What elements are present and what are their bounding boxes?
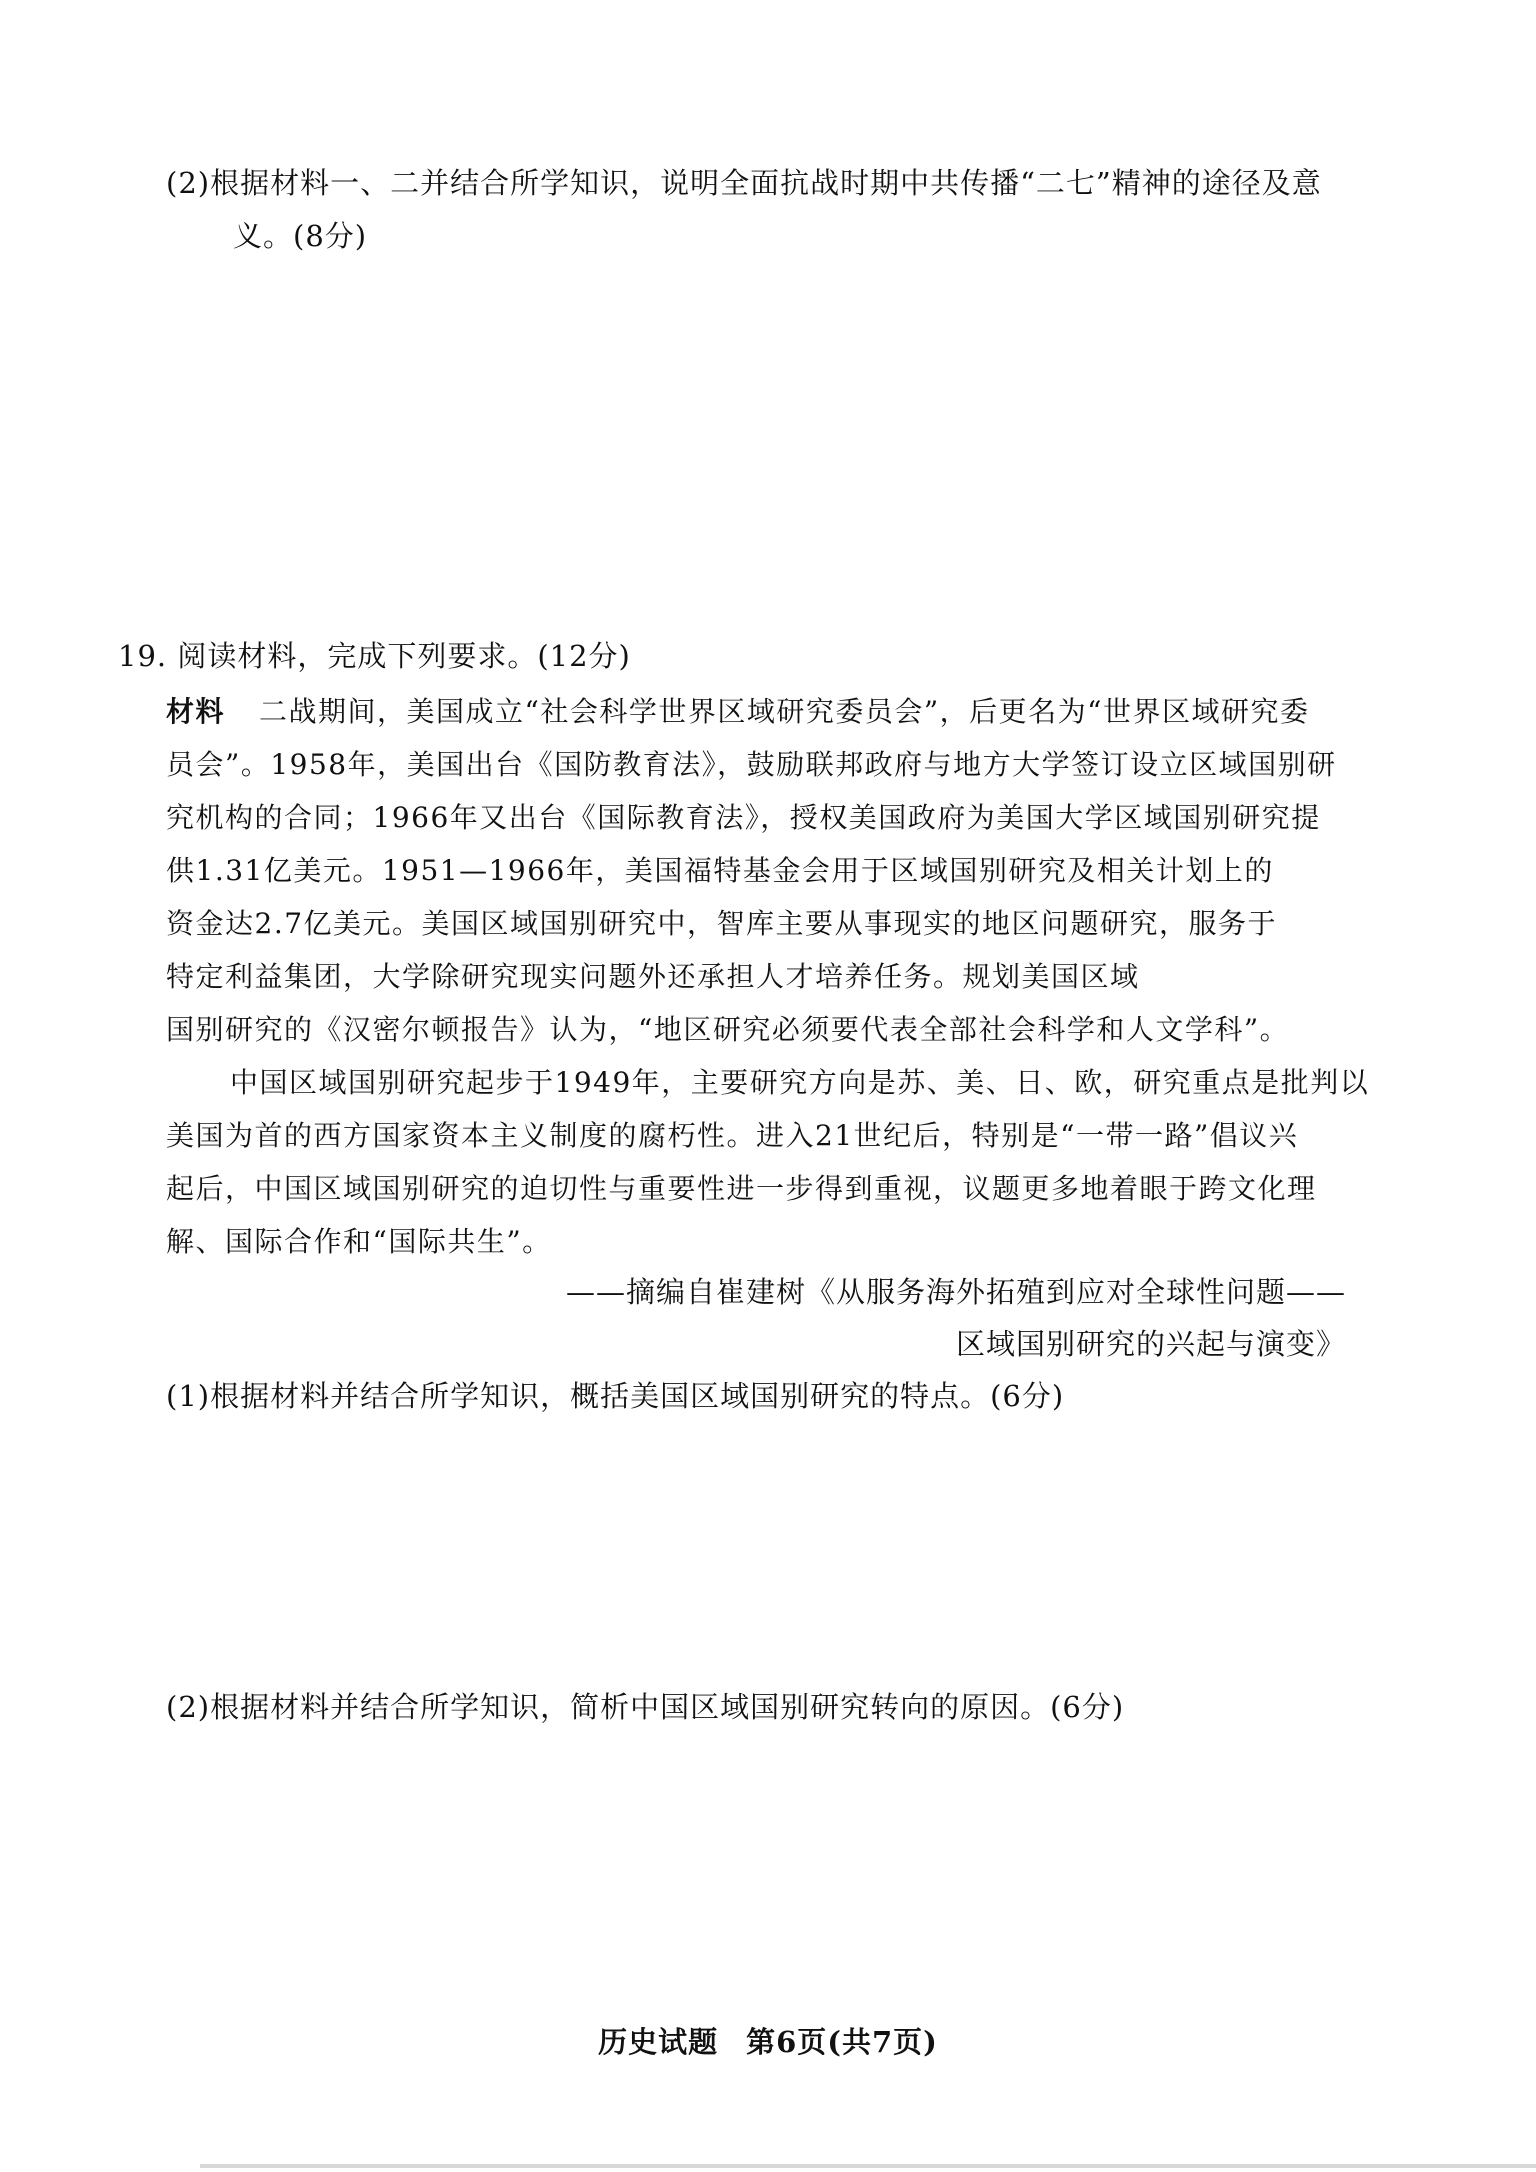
material-line-10: 起后，中国区域国别研究的迫切性与重要性进一步得到重视，议题更多地着眼于跨文化理: [166, 1172, 1317, 1205]
source-citation-line2: 区域国别研究的兴起与演变》: [955, 1327, 1346, 1361]
q19-part1: (1)根据材料并结合所学知识，概括美国区域国别研究的特点。(6分): [166, 1379, 1065, 1413]
material-line-11: 解、国际合作和“国际共生”。: [166, 1225, 552, 1258]
source-citation-line1: ——摘编自崔建树《从服务海外拓殖到应对全球性问题——: [565, 1275, 1346, 1309]
material-label: 材料: [166, 695, 226, 728]
material-line-5: 资金达2.7亿美元。美国区域国别研究中，智库主要从事现实的地区问题研究，服务于: [166, 907, 1278, 940]
material-line-1: [166, 692, 1309, 732]
material-line-2: 员会”。1958年，美国出台《国防教育法》，鼓励联邦政府与地方大学签订设立区域国别研: [166, 748, 1337, 781]
material-line-8: 中国区域国别研究起步于1949年，主要研究方向是苏、美、日、欧，研究重点是批判以: [230, 1066, 1370, 1099]
material-line-7: 国别研究的《汉密尔顿报告》认为，“地区研究必须要代表全部社会科学和人文学科”。: [166, 1013, 1290, 1046]
material-line-9: 美国为首的西方国家资本主义制度的腐朽性。进入21世纪后，特别是“一带一路”倡议兴: [166, 1119, 1299, 1152]
q18-part2-line1: (2)根据材料一、二并结合所学知识，说明全面抗战时期中共传播“二七”精神的途径及意: [166, 166, 1322, 200]
material-line-4: 供1.31亿美元。1951—1966年，美国福特基金会用于区域国别研究及相关计划上的: [166, 854, 1274, 887]
material-line-3: 究机构的合同；1966年又出台《国际教育法》，授权美国政府为美国大学区域国别研究提: [166, 801, 1321, 834]
material-line-6: 特定利益集团，大学除研究现实问题外还承担人才培养任务。规划美国区域: [166, 960, 1140, 993]
footer-page-number: 第6页(共7页): [746, 2025, 938, 2059]
q18-part2-line2: 义。(8分): [233, 219, 368, 253]
q19-heading: 19. 阅读材料，完成下列要求。(12分): [118, 639, 631, 673]
scan-edge-shadow: [200, 2164, 1536, 2168]
footer-subject: 历史试题: [598, 2025, 719, 2059]
q19-part2: (2)根据材料并结合所学知识，简析中国区域国别研究转向的原因。(6分): [166, 1690, 1125, 1724]
page-footer: [0, 2022, 1536, 2062]
material-text-1: 二战期间，美国成立“社会科学世界区域研究委员会”，后更名为“世界区域研究委: [259, 695, 1310, 728]
